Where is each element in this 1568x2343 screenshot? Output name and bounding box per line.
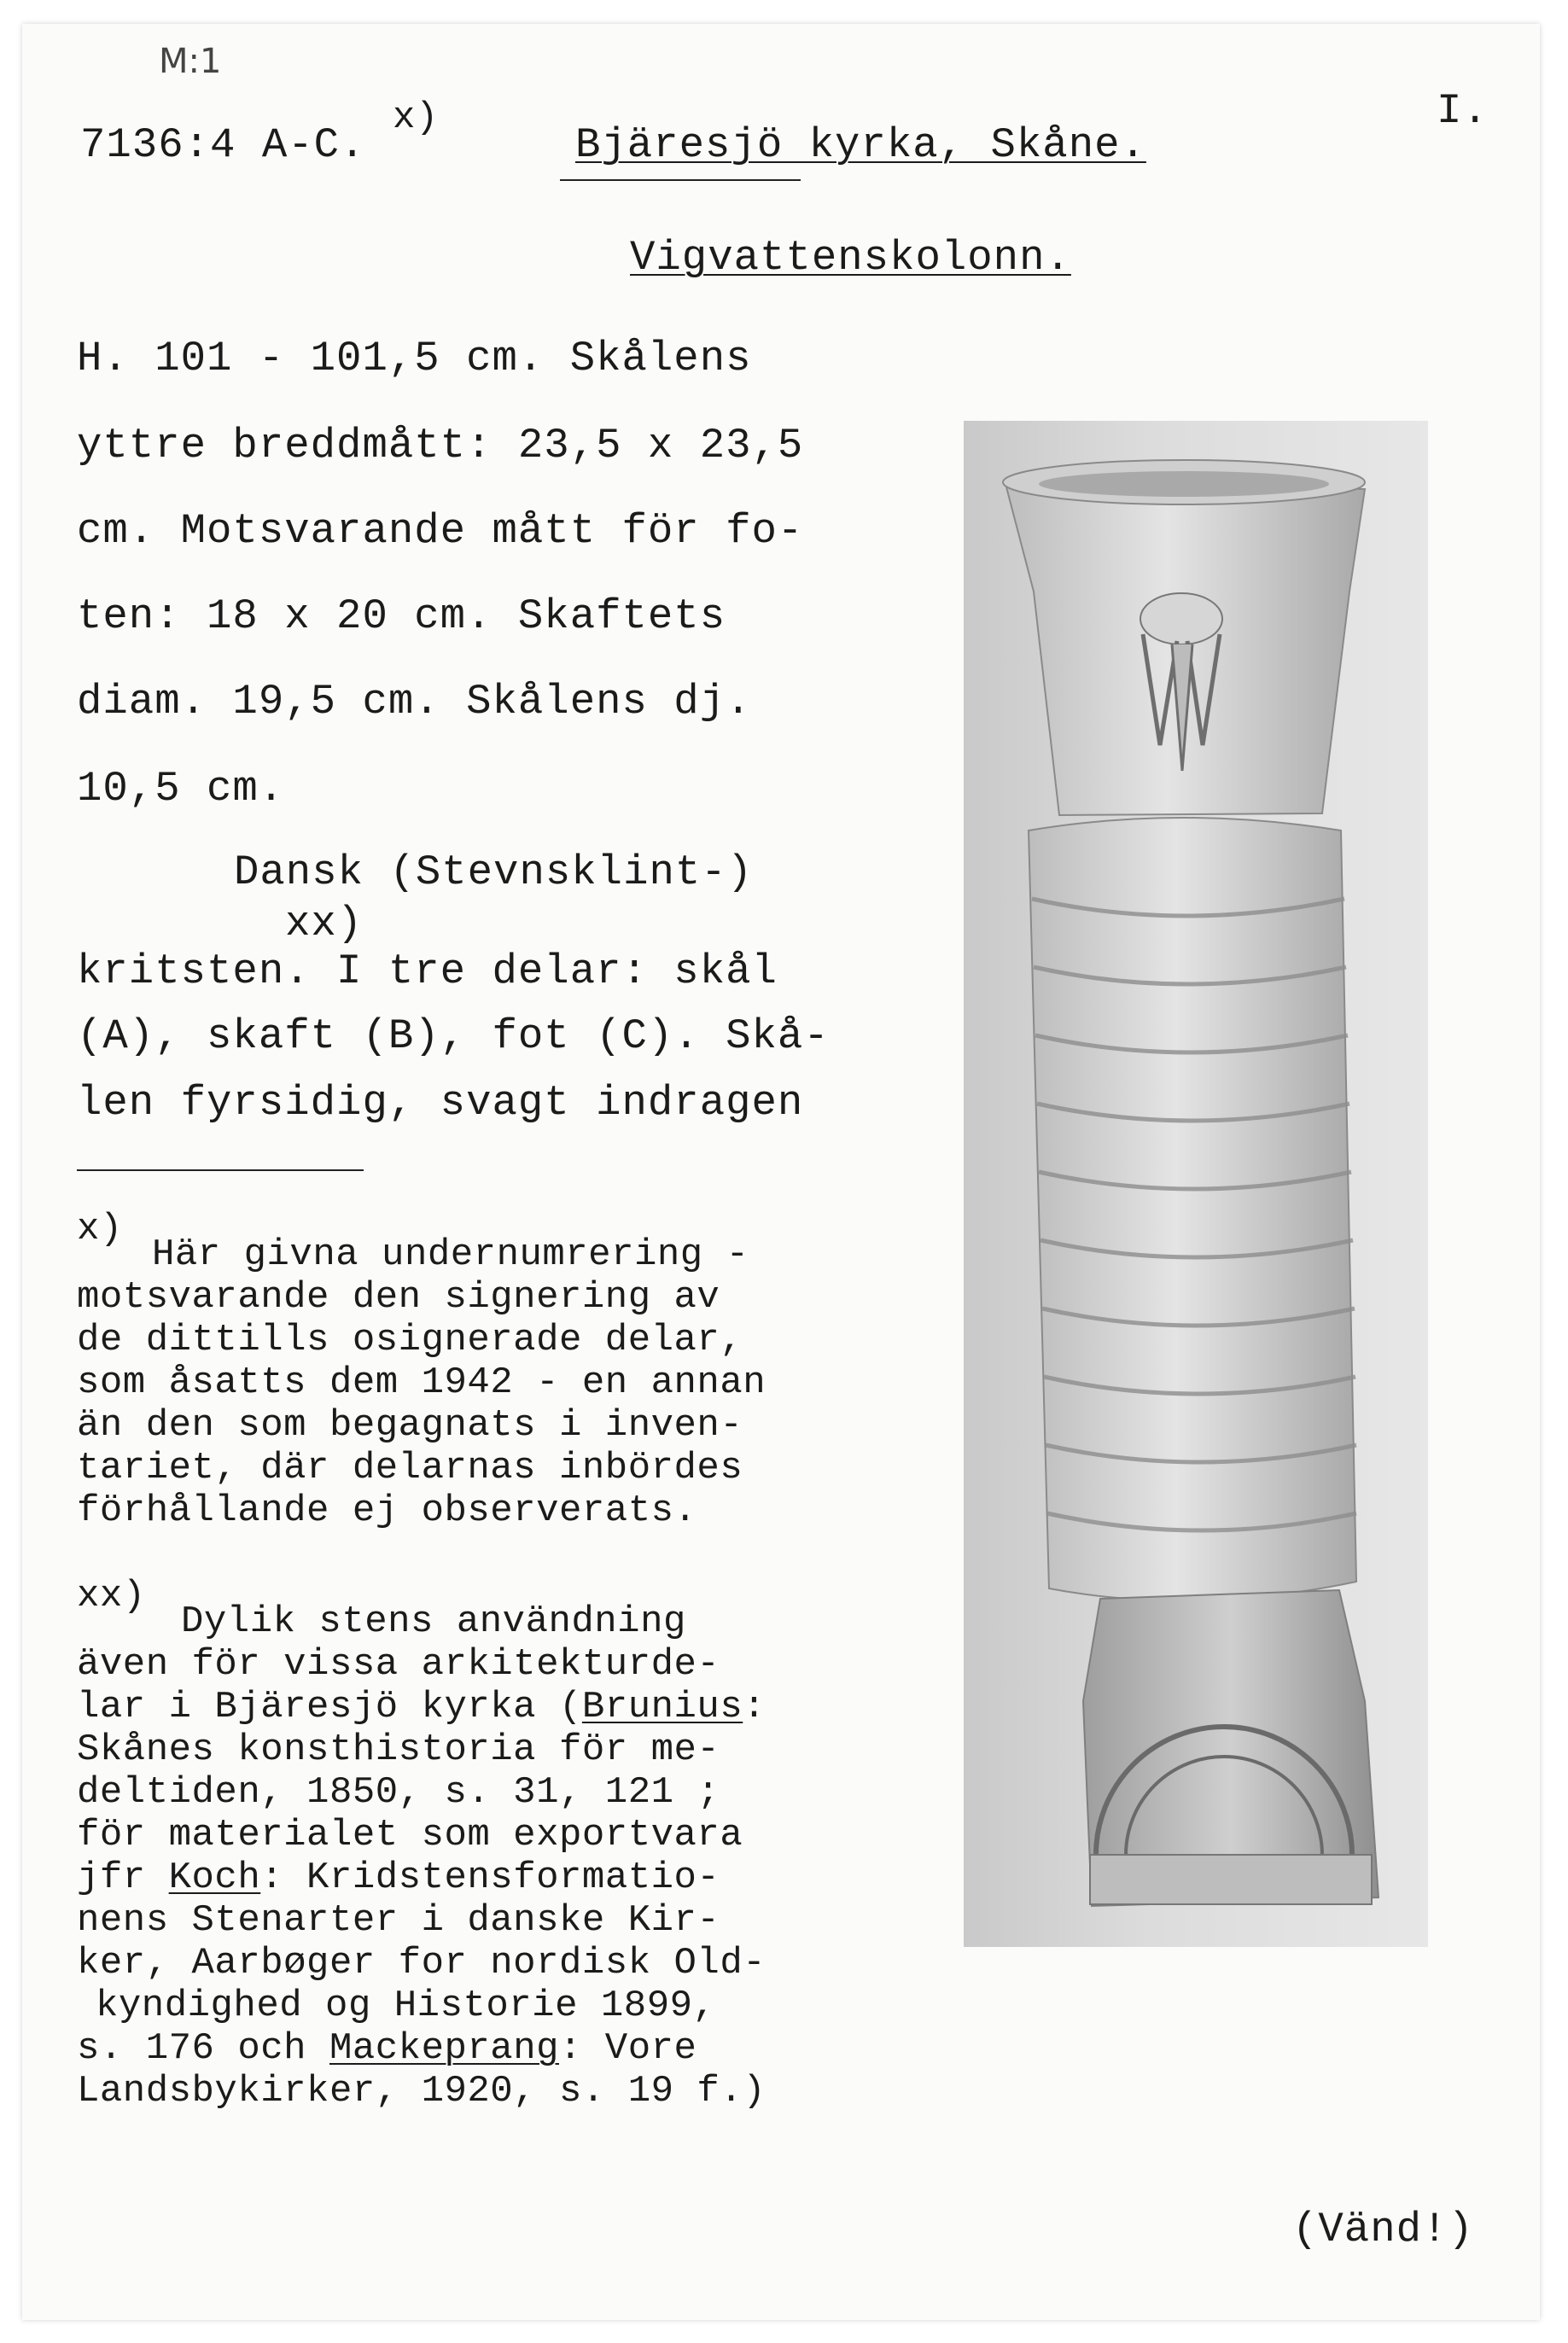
handwritten-mark: M:1 [159, 42, 222, 81]
description-line: diam. 19,5 cm. Skålens dj. [77, 678, 752, 726]
reference-koch: Koch [168, 1856, 261, 1899]
reference-mackeprang: Mackeprang [329, 2027, 559, 2070]
description-line: cm. Motsvarande mått för fo- [77, 507, 804, 555]
material-detail-line: kritsten. I tre delar: skål [77, 947, 778, 995]
footnote-xx-line: Skånes konsthistoria för me- [77, 1728, 720, 1771]
footnote-xx-line: Landsbykirker, 1920, s. 19 f.) [77, 2070, 767, 2113]
turn-over-note: (Vänd!) [1292, 2206, 1474, 2253]
footnote-xx-line [77, 1688, 766, 1726]
material-detail-line: (A), skaft (B), fot (C). Skå- [77, 1012, 830, 1060]
footnote-xx-text: lar i Bjäresjö kyrka ( [77, 1686, 582, 1728]
inventory-number: 7136:4 A-C. [80, 121, 366, 169]
footnote-x-line: de dittills osignerade delar, [77, 1319, 743, 1361]
description-line: yttre breddmått: 23,5 x 23,5 [77, 422, 804, 469]
catalog-card [22, 24, 1540, 2320]
footnote-x-line: motsvarande den signering av [77, 1276, 720, 1319]
footnote-xx-text: : [743, 1686, 767, 1728]
page-subtitle: Vigvattenskolonn. [630, 234, 1071, 282]
title-underline [560, 179, 801, 181]
footnote-x-line: Här givna undernumrering - [152, 1233, 749, 1276]
footnote-xx-text: s. 176 och [77, 2027, 329, 2070]
page-number: I. [1437, 87, 1489, 135]
inventory-footnote-marker: x) [393, 96, 439, 139]
material-detail-line: len fyrsidig, svagt indragen [77, 1079, 804, 1127]
footnote-xx-text: : Kridstensformatio- [260, 1856, 720, 1899]
footnote-x-line: än den som begagnats i inven- [77, 1404, 743, 1447]
page-title: Bjäresjö kyrka, Skåne. [575, 121, 1146, 169]
footnote-x-line: som åsatts dem 1942 - en annan [77, 1361, 767, 1404]
material-line: Dansk (Stevnsklint-) [234, 848, 754, 896]
column-photograph [964, 421, 1428, 1947]
footnote-x-marker: x) [77, 1208, 123, 1250]
footnote-xx-line: även för vissa arkitekturde- [77, 1643, 720, 1686]
footnote-xx-line: ker, Aarbøger for nordisk Old- [77, 1942, 767, 1985]
footnote-xx-line: nens Stenarter i danske Kir- [77, 1899, 720, 1942]
description-line: ten: 18 x 20 cm. Skaftets [77, 592, 726, 640]
footnote-xx-line [77, 2027, 697, 2070]
footnote-divider [77, 1169, 364, 1171]
material-footnote-marker: xx) [285, 900, 364, 947]
footnote-xx-line [77, 1856, 720, 1899]
stone-column-image [964, 421, 1428, 1947]
footnote-xx-text: jfr [77, 1856, 169, 1899]
footnote-xx-line: Dylik stens användning [181, 1600, 686, 1643]
footnote-xx-line: deltiden, 1850, s. 31, 121 ; [77, 1771, 720, 1814]
description-line: H. 101 - 101,5 cm. Skålens [77, 335, 752, 382]
footnote-x-line: tariet, där delarnas inbördes [77, 1447, 743, 1489]
footnote-xx-line: kyndighed og Historie 1899, [96, 1985, 716, 2027]
footnote-xx-text: : Vore [559, 2027, 697, 2070]
footnote-xx-marker: xx) [77, 1575, 146, 1617]
footnote-x-line: förhållande ej observerats. [77, 1489, 697, 1532]
footnote-xx-line: för materialet som exportvara [77, 1814, 743, 1856]
reference-brunius: Brunius [581, 1686, 743, 1728]
description-line: 10,5 cm. [77, 765, 285, 813]
